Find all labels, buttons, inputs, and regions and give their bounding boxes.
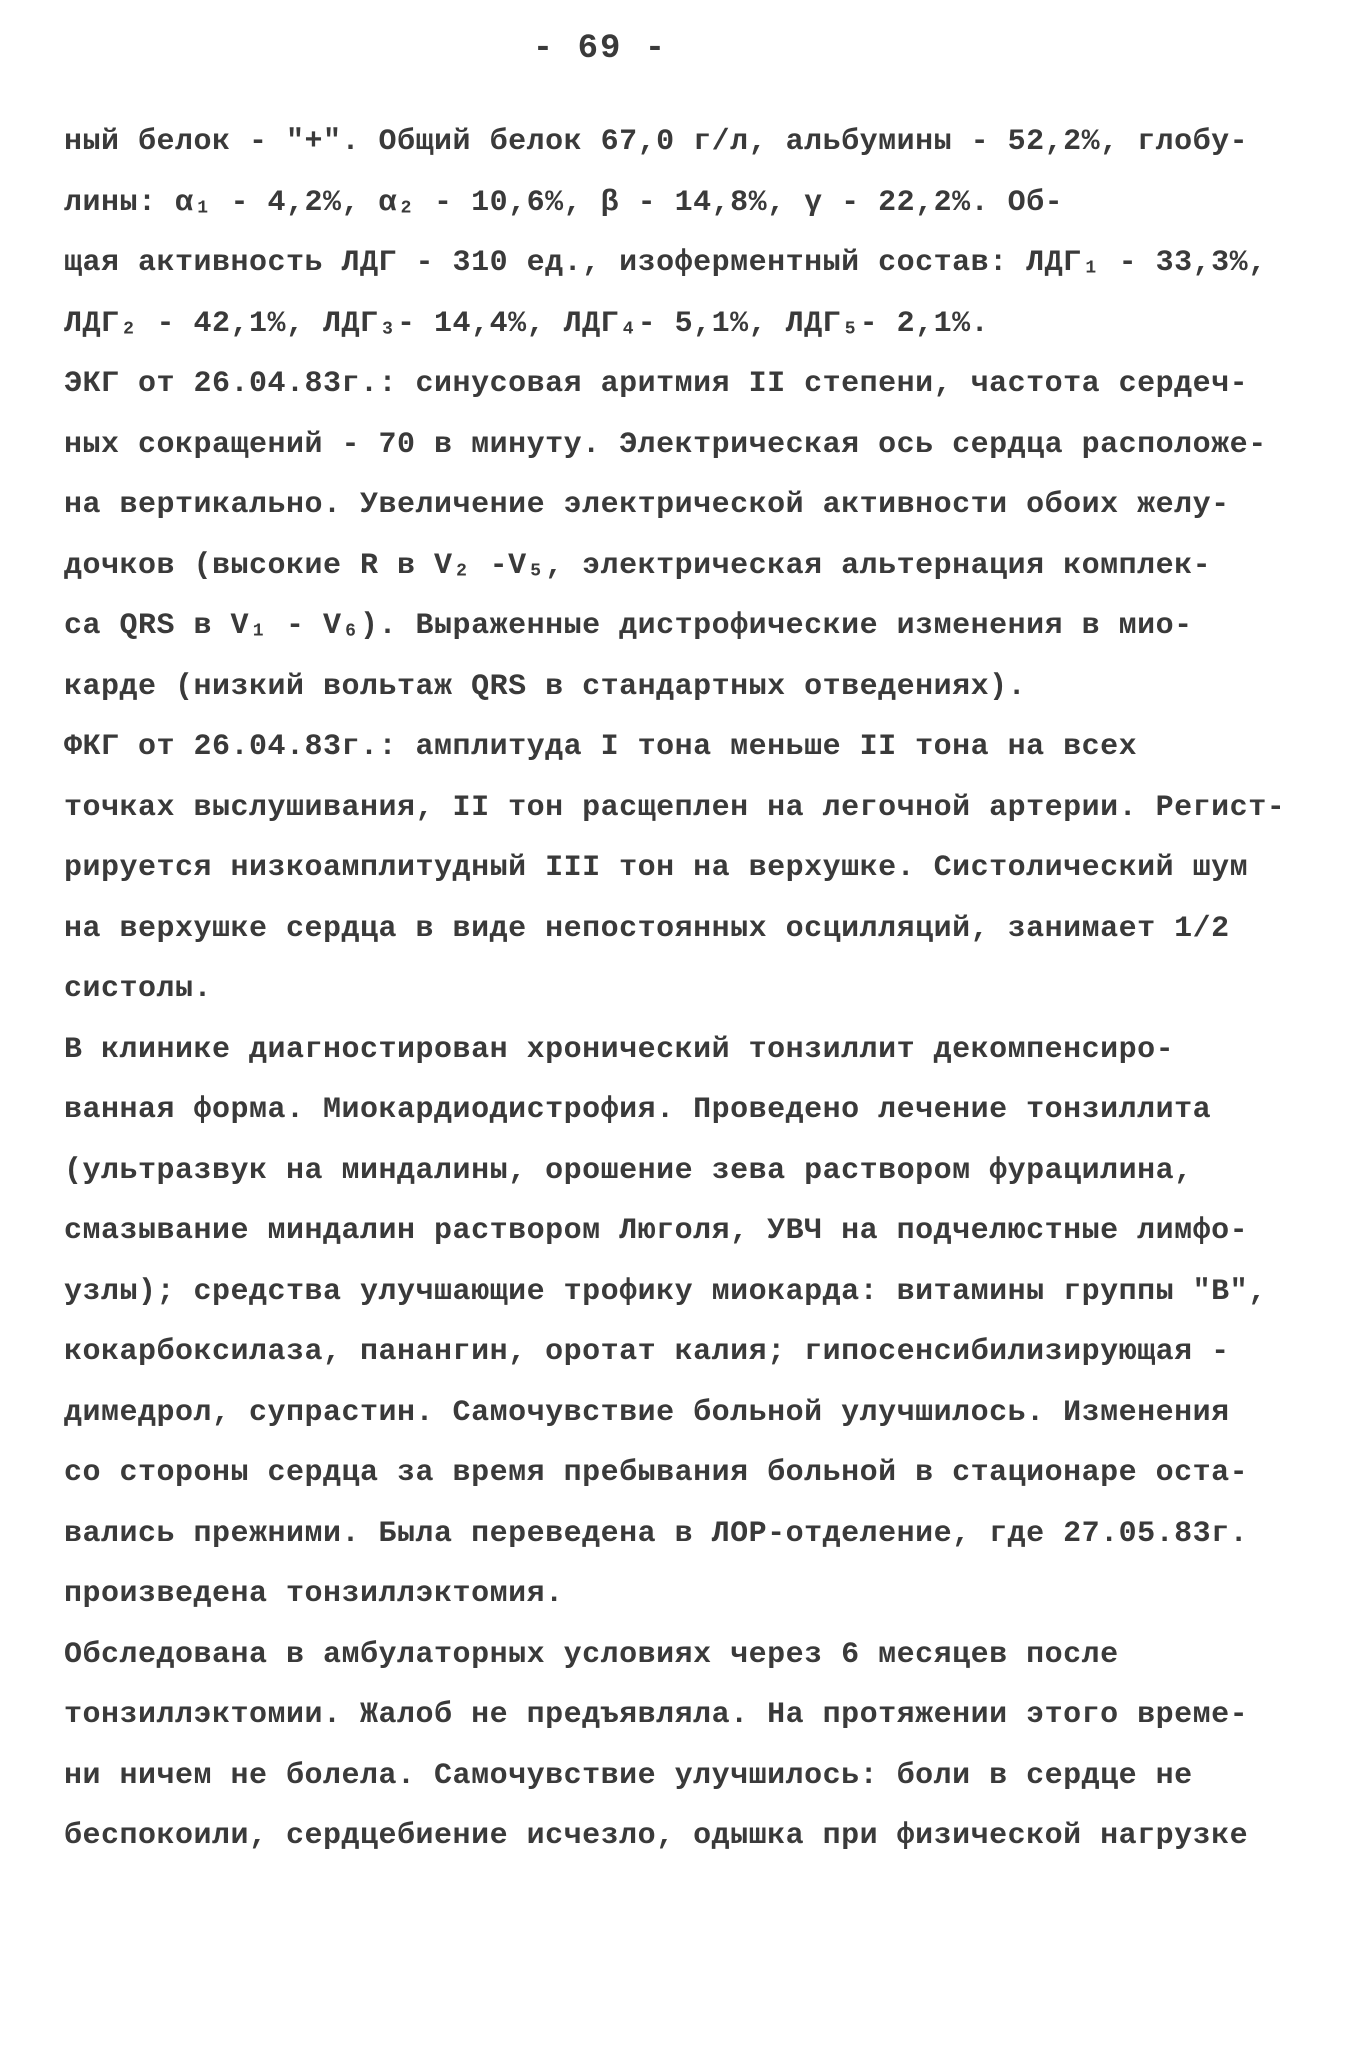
- text-line: Обследована в амбулаторных условиях через 6 месяцев после: [64, 1637, 1119, 1672]
- text-line: смазывание миндалин раствором Люголя, УВЧ на подчелюстные лимфо-: [64, 1214, 1249, 1248]
- text-line: карде (низкий вольтаж QRS в стандартных отведениях).: [64, 669, 1027, 704]
- text-line: на верхушке сердца в виде непостоянных осцилляций, занимает 1/2: [64, 911, 1230, 946]
- text-line: точках выслушивания, II тон расщеплен на легочной артерии. Регист-: [64, 790, 1286, 825]
- text-line: димедрол, супрастин. Самочувствие больной улучшилось. Изменения: [64, 1395, 1230, 1430]
- text-line: ванная форма. Миокардиодистрофия. Проведено лечение тонзиллита: [64, 1093, 1212, 1127]
- text-line: рируется низкоамплитудный III тон на верхушке. Систолический шум: [64, 851, 1249, 885]
- text-line: ФКГ от 26.04.83г.: амплитуда I тона меньше II тона на всех: [64, 730, 1138, 764]
- text-line: (ультразвук на миндалины, орошение зева раствором фурацилина,: [64, 1153, 1193, 1188]
- text-line: ЭКГ от 26.04.83г.: синусовая аритмия II степени, частота сердеч-: [64, 367, 1249, 401]
- text-line: дочков (высокие R в V₂ -V₅, электрическая альтернация комплек-: [64, 548, 1212, 583]
- text-line: ных сокращений - 70 в минуту. Электрическая ось сердца расположе-: [64, 427, 1267, 462]
- text-line: тонзиллэктомии. Жалоб не предъявляла. На протяжении этого време-: [64, 1698, 1249, 1732]
- text-line: беспокоили, сердцебиение исчезло, одышка при физической нагрузке: [64, 1819, 1249, 1853]
- text-line: вались прежними. Была переведена в ЛОР-отделение, где 27.05.83г.: [64, 1516, 1249, 1551]
- text-line: В клинике диагностирован хронический тонзиллит декомпенсиро-: [64, 1032, 1175, 1067]
- text-line: узлы); средства улучшающие трофику миокарда: витамины группы "В",: [64, 1274, 1267, 1309]
- text-line: кокарбоксилаза, панангин, оротат калия; гипосенсибилизирующая -: [64, 1335, 1230, 1369]
- text-line: са QRS в V₁ - V₆). Выраженные дистрофические изменения в мио-: [64, 609, 1193, 643]
- page-number: - 69 -: [532, 30, 668, 68]
- text-line: ЛДГ₂ - 42,1%, ЛДГ₃- 14,4%, ЛДГ₄- 5,1%, ЛДГ₅- 2,1%.: [64, 306, 990, 341]
- body-text: [64, 112, 1284, 1867]
- text-line: на вертикально. Увеличение электрической активности обоих желу-: [64, 488, 1230, 522]
- text-line: лины: α₁ - 4,2%, α₂ - 10,6%, β - 14,8%, γ - 22,2%. Об-: [64, 185, 1064, 220]
- text-line: со стороны сердца за время пребывания больной в стационаре оста-: [64, 1456, 1249, 1490]
- text-line: систолы.: [64, 972, 213, 1006]
- text-line: ный белок - "+". Общий белок 67,0 г/л, альбумины - 52,2%, глобу-: [64, 125, 1249, 159]
- text-line: ни ничем не болела. Самочувствие улучшилось: боли в сердце не: [64, 1758, 1193, 1793]
- text-line: произведена тонзиллэктомия.: [64, 1577, 564, 1611]
- text-line: щая активность ЛДГ - 310 ед., изоферментный состав: ЛДГ₁ - 33,3%,: [64, 246, 1267, 280]
